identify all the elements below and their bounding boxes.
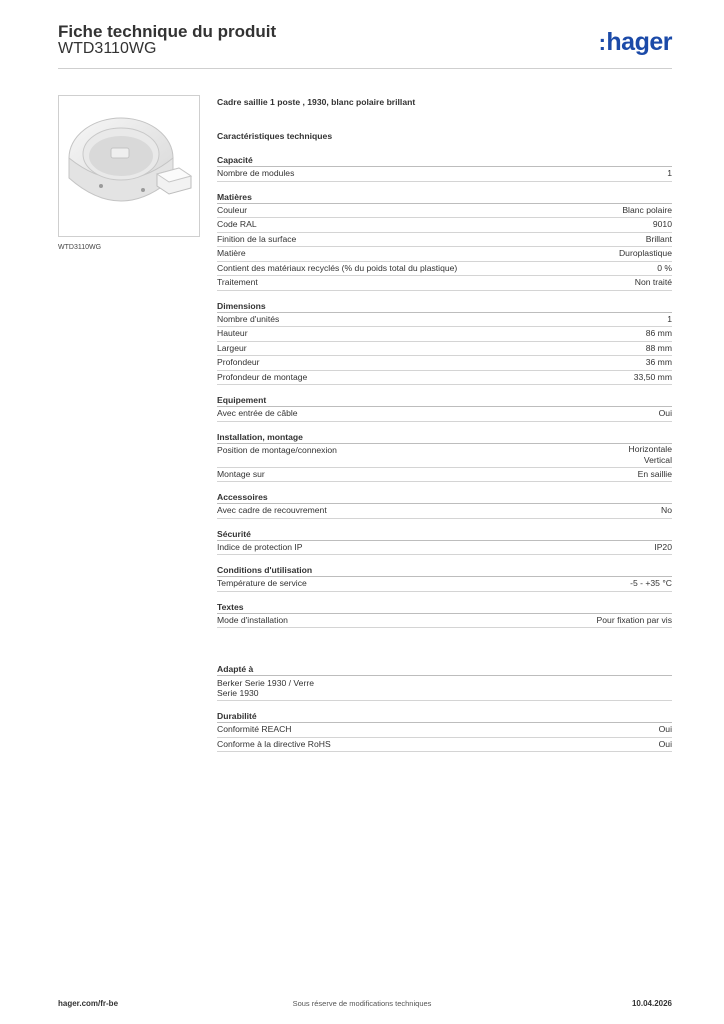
spec-value: Duroplastique <box>618 248 672 258</box>
spec-row <box>217 371 672 386</box>
section-title: Equipement <box>217 394 672 407</box>
section-title: Sécurité <box>217 528 672 541</box>
section-title: Capacité <box>217 154 672 167</box>
section-title: Conditions d'utilisation <box>217 564 672 577</box>
spec-label: Température de service <box>217 578 307 588</box>
spec-value: Blanc polaire <box>622 204 672 215</box>
product-image <box>58 95 200 237</box>
spec-label: Traitement <box>217 277 258 287</box>
hager-logo: :hager <box>598 28 672 56</box>
section-title: Adapté à <box>217 663 672 676</box>
spec-value: Oui <box>658 408 672 418</box>
spec-label: Montage sur <box>217 468 265 479</box>
spec-label: Matière <box>217 248 246 258</box>
page-title: Fiche technique du produit <box>58 22 277 41</box>
spec-row <box>217 204 672 219</box>
spec-row <box>217 247 672 262</box>
compatible-series <box>217 676 672 701</box>
section-title: Matières <box>217 191 672 204</box>
spec-row <box>217 504 672 519</box>
spec-row <box>217 723 672 738</box>
footer-date: 10.04.2026 <box>631 999 672 1008</box>
compatible-line: Serie 1930 <box>217 688 259 698</box>
spec-label: Mode d'installation <box>217 614 288 625</box>
section-conditions <box>217 564 672 592</box>
spec-value: Oui <box>658 724 672 734</box>
section-title: Textes <box>217 601 672 614</box>
spec-row <box>217 407 672 422</box>
spec-label: Hauteur <box>217 328 248 338</box>
spec-row <box>217 577 672 592</box>
spec-value: Non traité <box>634 277 672 287</box>
compatible-line: Berker Serie 1930 / Verre <box>217 678 314 688</box>
spec-label: Nombre de modules <box>217 168 295 178</box>
specs-heading: Caractéristiques techniques <box>217 131 333 141</box>
spec-row <box>217 276 672 291</box>
spec-label: Conforme à la directive RoHS <box>217 738 331 749</box>
spec-label: Couleur <box>217 204 248 215</box>
spec-row <box>217 262 672 277</box>
header-divider <box>58 68 672 69</box>
spec-label: Position de montage/connexion <box>217 444 337 455</box>
spec-label: Profondeur <box>217 357 260 367</box>
spec-value: 1 <box>667 168 672 178</box>
spec-row <box>217 342 672 357</box>
spec-value: 9010 <box>652 219 672 229</box>
spec-row <box>217 313 672 328</box>
section-durabilite <box>217 710 672 752</box>
spec-value: IP20 <box>654 541 672 552</box>
product-description: Cadre saillie 1 poste , 1930, blanc polaire brillant <box>217 97 416 107</box>
section-adapte <box>217 663 672 701</box>
spec-label: Finition de la surface <box>217 233 297 244</box>
spec-value: No <box>661 505 672 515</box>
spec-value: 0 % <box>657 262 672 273</box>
section-title: Durabilité <box>217 710 672 723</box>
spec-label: Conformité REACH <box>217 724 292 734</box>
spec-value: Pour fixation par vis <box>596 614 672 625</box>
spec-row <box>217 356 672 371</box>
footer-notice: Sous réserve de modifications techniques <box>292 999 432 1008</box>
spec-row <box>217 167 672 182</box>
spec-row <box>217 468 672 483</box>
product-reference: WTD3110WG <box>58 40 157 57</box>
spec-value: Brillant <box>645 233 672 244</box>
spec-value: En saillie <box>637 468 672 479</box>
section-equipement <box>217 394 672 422</box>
spec-label: Avec entrée de câble <box>217 408 298 418</box>
section-matieres <box>217 191 672 291</box>
section-title: Dimensions <box>217 300 672 313</box>
spec-row <box>217 541 672 556</box>
spec-label: Indice de protection IP <box>217 541 303 552</box>
spec-value: 33,50 mm <box>633 371 672 382</box>
spec-row <box>217 327 672 342</box>
spec-label: Nombre d'unités <box>217 313 280 324</box>
spec-value: 86 mm <box>645 328 672 338</box>
spec-row <box>217 738 672 753</box>
spec-value: 88 mm <box>645 342 672 353</box>
spec-row <box>217 218 672 233</box>
spec-value: 1 <box>667 313 672 324</box>
section-dimensions <box>217 300 672 386</box>
footer-website-link[interactable]: hager.com/fr-be <box>58 999 119 1008</box>
spec-label: Profondeur de montage <box>217 371 308 382</box>
section-installation <box>217 431 672 483</box>
spec-content <box>217 95 672 761</box>
section-capacite <box>217 154 672 182</box>
section-textes <box>217 601 672 629</box>
spec-value: 36 mm <box>645 357 672 367</box>
spec-label: Avec cadre de recouvrement <box>217 505 327 515</box>
section-accessoires <box>217 491 672 519</box>
product-frame-illustration <box>59 96 199 236</box>
image-caption: WTD3110WG <box>58 244 102 251</box>
spec-row <box>217 614 672 629</box>
spec-row <box>217 444 672 468</box>
spacer <box>217 637 672 663</box>
spec-value: Oui <box>658 738 672 749</box>
spec-value <box>629 444 672 466</box>
section-securite <box>217 528 672 556</box>
section-title: Installation, montage <box>217 431 672 444</box>
spec-value-line: Vertical <box>643 454 672 465</box>
spec-label: Largeur <box>217 342 247 353</box>
spec-label: Code RAL <box>217 219 257 229</box>
spec-value: -5 - +35 °C <box>630 578 672 588</box>
spec-row <box>217 233 672 248</box>
spec-value-line: Horizontale <box>628 443 672 454</box>
section-title: Accessoires <box>217 491 672 504</box>
spec-label: Contient des matériaux recyclés (% du poids total du plastique) <box>217 262 458 273</box>
